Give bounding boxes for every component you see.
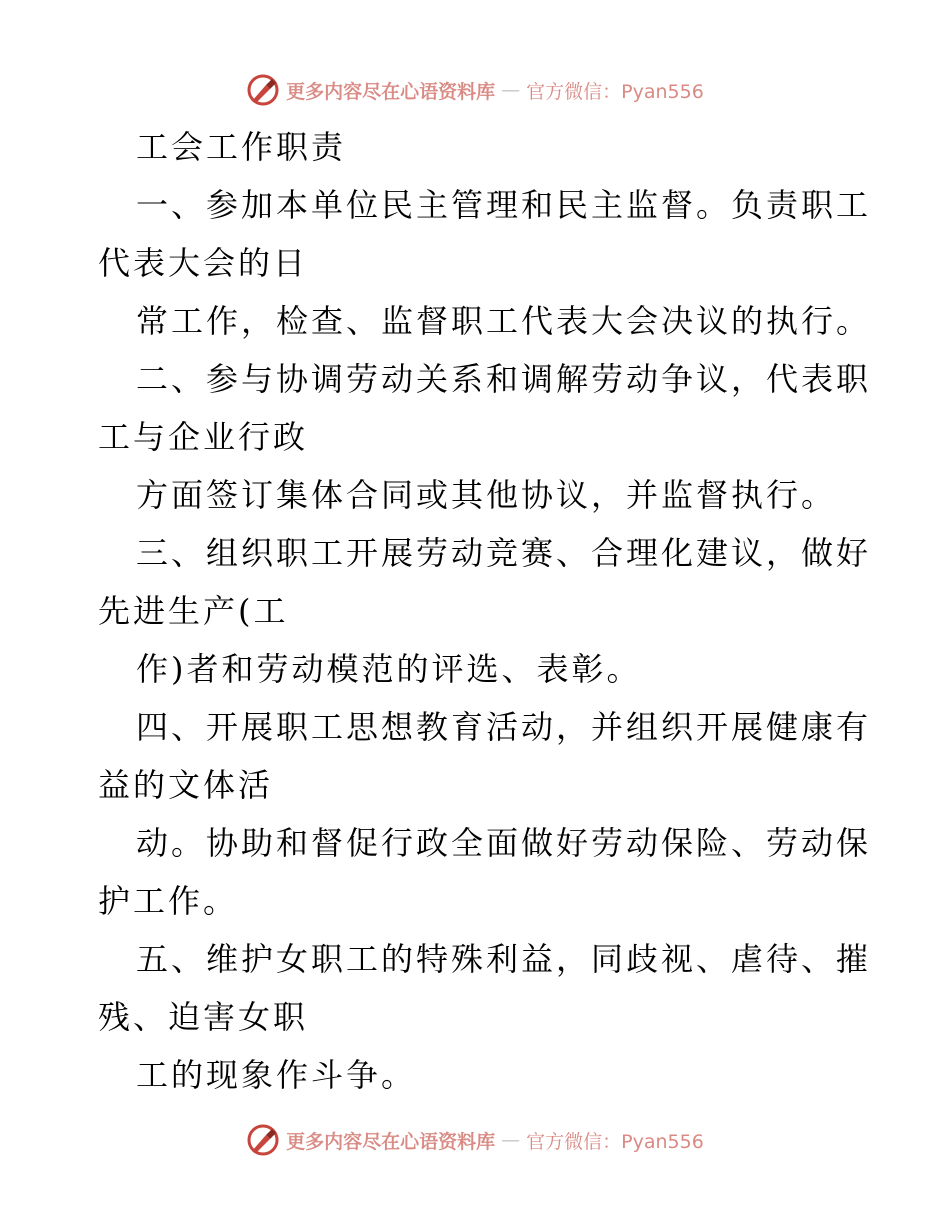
header-banner-text: 更多内容尽在心语资料库 xyxy=(286,80,496,103)
pen-logo-icon xyxy=(246,73,280,107)
header-banner xyxy=(0,70,950,110)
footer-contact: 官方微信：Pyan556 xyxy=(526,1130,704,1153)
text-line: 二、参与协调劳动关系和调解劳动争议，代表职 xyxy=(136,360,872,398)
text-line: 先进生产(工 xyxy=(98,592,289,630)
text-line: 工的现象作斗争。 xyxy=(136,1056,417,1094)
text-line: 三、组织职工开展劳动竞赛、合理化建议，做好 xyxy=(136,534,872,572)
text-line: 一、参加本单位民主管理和民主监督。负责职工 xyxy=(136,186,872,224)
text-line: 方面签订集体合同或其他协议，并监督执行。 xyxy=(136,476,837,514)
text-line: 护工作。 xyxy=(98,882,239,920)
text-line: 残、迫害女职 xyxy=(98,998,309,1036)
footer-banner-separator: — xyxy=(501,1129,521,1151)
text-line: 工与企业行政 xyxy=(98,418,309,456)
text-line: 四、开展职工思想教育活动，并组织开展健康有 xyxy=(136,708,872,746)
header-contact: 官方微信：Pyan556 xyxy=(526,80,704,103)
text-line: 代表大会的日 xyxy=(98,244,309,282)
text-line: 常工作，检查、监督职工代表大会决议的执行。 xyxy=(136,302,872,340)
text-line: 五、维护女职工的特殊利益，同歧视、虐待、摧 xyxy=(136,940,872,978)
pen-logo-icon xyxy=(246,1123,280,1157)
document-title: 工会工作职责 xyxy=(136,128,347,166)
header-banner-separator: — xyxy=(501,79,521,101)
document-body xyxy=(98,118,872,1104)
text-line: 动。协助和督促行政全面做好劳动保险、劳动保 xyxy=(136,824,872,862)
text-line: 作)者和劳动模范的评选、表彰。 xyxy=(136,650,642,688)
footer-banner xyxy=(0,1120,950,1160)
footer-banner-text: 更多内容尽在心语资料库 xyxy=(286,1130,496,1153)
text-line: 益的文体活 xyxy=(98,766,274,804)
